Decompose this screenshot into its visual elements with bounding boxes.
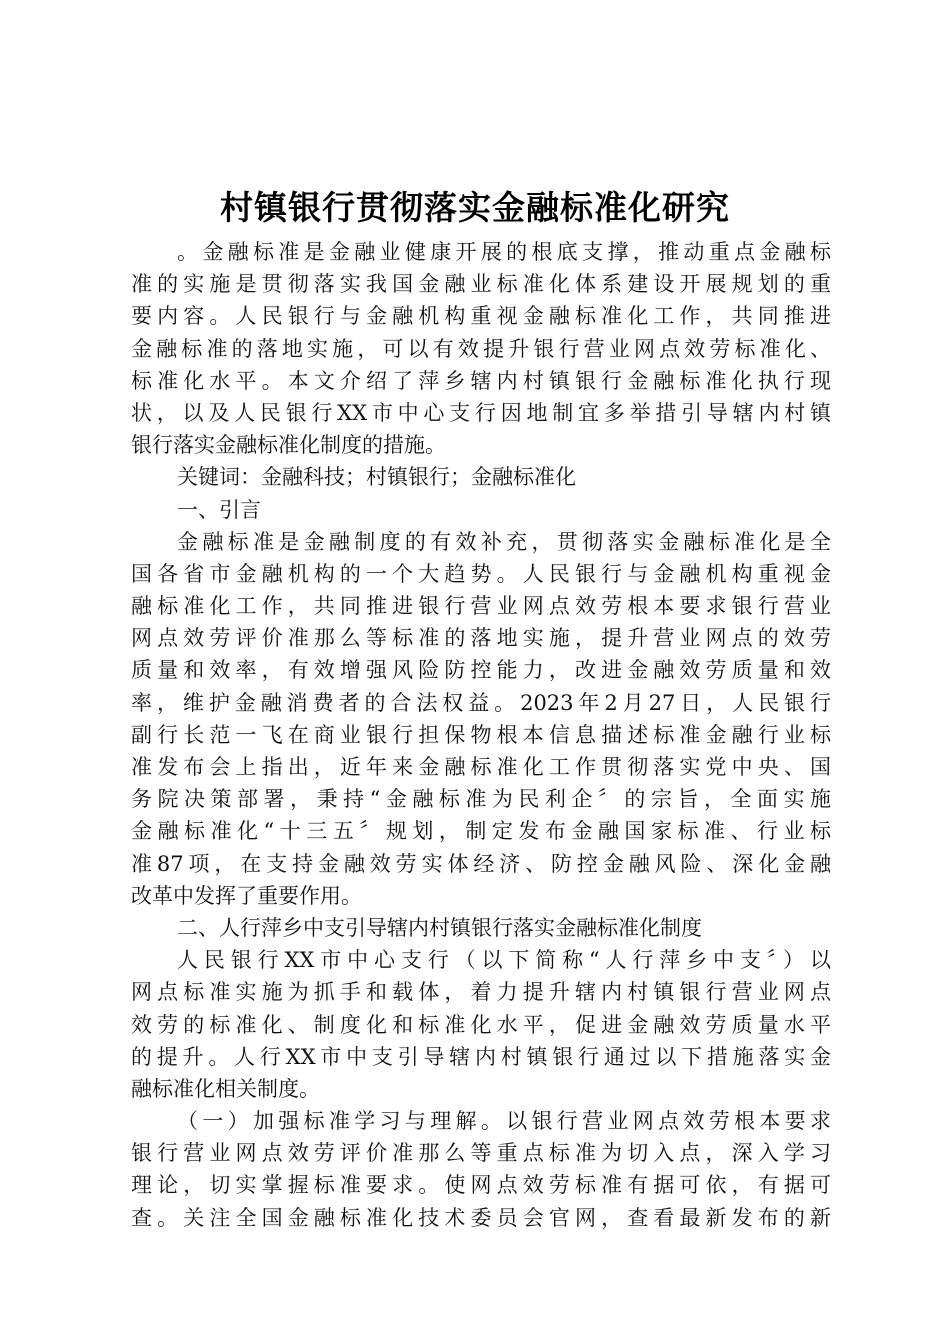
- text-line: 改革中发挥了重要作用。: [131, 883, 362, 908]
- text-line: 准87项，在支持金融效劳实体经济、防控金融风险、深化金融: [131, 851, 831, 876]
- text-line: 金融标准的落地实施，可以有效提升银行营业网点效劳标准化、: [131, 336, 831, 361]
- text-line: 金融标准是金融制度的有效补充，贯彻落实金融标准化是全: [177, 529, 831, 554]
- text-line: 人民银行XX市中心支行（以下简称“人行萍乡中支〞）以: [177, 948, 831, 973]
- text-line: 国各省市金融机构的一个大趋势。人民银行与金融机构重视金: [131, 561, 831, 586]
- text-line: 网点标准实施为抓手和载体，着力提升辖内村镇银行营业网点: [131, 980, 831, 1005]
- text-line: 融标准化工作，共同推进银行营业网点效劳根本要求银行营业: [131, 594, 831, 619]
- text-line: 理论，切实掌握标准要求。使网点效劳标准有据可依，有据可: [131, 1173, 831, 1198]
- document-title: 村镇银行贯彻落实金融标准化研究: [220, 188, 730, 227]
- text-line: 准发布会上指出，近年来金融标准化工作贯彻落实党中央、国: [131, 755, 831, 779]
- text-line: 。金融标准是金融业健康开展的根底支撑，推动重点金融标: [177, 240, 831, 264]
- text-line: 质量和效率，有效增强风险防控能力，改进金融效劳质量和效: [131, 658, 831, 683]
- keywords-line: 关键词：金融科技；村镇银行；金融标准化: [177, 465, 576, 490]
- text-line: 副行长范一飞在商业银行担保物根本信息描述标准金融行业标: [131, 722, 831, 747]
- section-heading: 一、引言: [177, 497, 261, 522]
- section-heading: 二、人行萍乡中支引导辖内村镇银行落实金融标准化制度: [177, 915, 702, 940]
- text-line: 状，以及人民银行XX市中心支行因地制宜多举措引导辖内村镇: [131, 400, 831, 425]
- text-line: 银行营业网点效劳评价准那么等重点标准为切入点，深入学习: [131, 1141, 831, 1166]
- text-line: 金融标准化“十三五〞规划，制定发布金融国家标准、行业标: [131, 819, 831, 844]
- text-line: （一）加强标准学习与理解。以银行营业网点效劳根本要求: [177, 1109, 831, 1134]
- text-line: 标准化水平。本文介绍了萍乡辖内村镇银行金融标准化执行现: [131, 368, 831, 393]
- text-line: 网点效劳评价准那么等标准的落地实施，提升营业网点的效劳: [131, 626, 831, 651]
- text-line: 查。关注全国金融标准化技术委员会官网，查看最新发布的新: [131, 1205, 831, 1230]
- text-line: 融标准化相关制度。: [131, 1076, 320, 1101]
- text-line: 准的实施是贯彻落实我国金融业标准化体系建设开展规划的重: [131, 272, 831, 297]
- text-line: 效劳的标准化、制度化和标准化水平，促进金融效劳质量水平: [131, 1012, 831, 1037]
- text-line: 的提升。人行XX市中支引导辖内村镇银行通过以下措施落实金: [131, 1044, 831, 1069]
- text-line: 率，维护金融消费者的合法权益。2023年2月27日，人民银行: [131, 690, 831, 715]
- text-line: 银行落实金融标准化制度的措施。: [131, 433, 446, 458]
- document-body: [131, 236, 831, 1234]
- text-line: 务院决策部署，秉持“金融标准为民利企〞的宗旨，全面实施: [131, 787, 831, 812]
- text-line: 要内容。人民银行与金融机构重视金融标准化工作，共同推进: [131, 304, 831, 329]
